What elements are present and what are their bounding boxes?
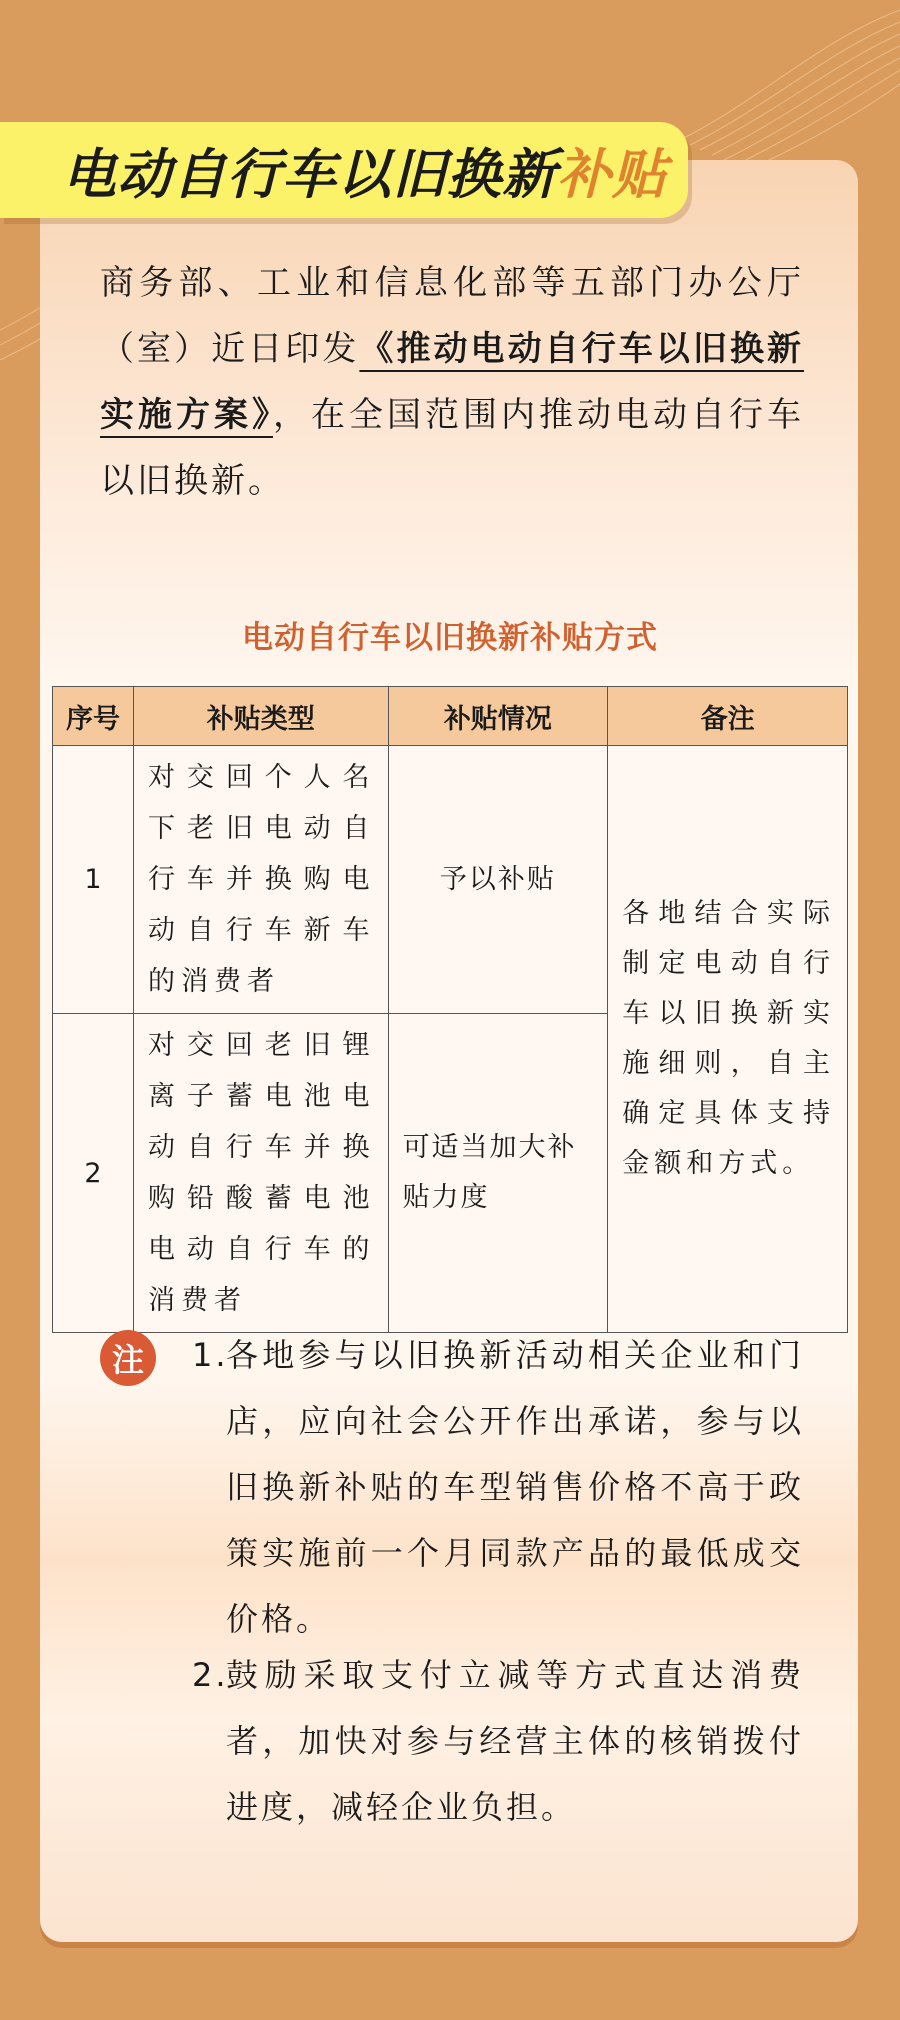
table-header-row <box>53 687 848 746</box>
row-type: 对交回老旧锂离子蓄电池电动自行车并换购铅酸蓄电池电动自行车的消费者 <box>134 1014 389 1333</box>
intro-paragraph <box>100 250 804 514</box>
intro-document-name: 《推动电动自行车以旧换新实施方案》 <box>100 329 805 435</box>
table-row <box>53 746 848 1014</box>
note-badge: 注 <box>100 1330 156 1386</box>
note-item <box>192 1642 804 1840</box>
intro-text-after: ，在全国范围内推动电动自行车以旧换新。 <box>100 395 804 501</box>
header-no: 序号 <box>53 687 134 746</box>
title-banner <box>0 122 688 218</box>
row-type: 对交回个人名下老旧电动自行车并换购电动自行车新车的消费者 <box>134 746 389 1014</box>
page-title <box>62 132 667 209</box>
note-number: 2. <box>192 1656 229 1694</box>
header-note: 备注 <box>608 687 848 746</box>
row-no: 2 <box>53 1014 134 1333</box>
title-main: 电动自行车以旧换新 <box>62 142 557 206</box>
note-text: 各地参与以旧换新活动相关企业和门店，应向社会公开作出承诺，参与以旧换新补贴的车型销售价格不高于政策实施前一个月同款产品的最低成交价格。 <box>226 1336 804 1638</box>
row-situation: 予以补贴 <box>388 746 608 1014</box>
row-situation: 可适当加大补贴力度 <box>388 1014 608 1333</box>
row-no: 1 <box>53 746 134 1014</box>
note-text: 鼓励采取支付立减等方式直达消费者，加快对参与经营主体的核销拨付进度，减轻企业负担。 <box>226 1656 804 1826</box>
note-number: 1. <box>192 1336 229 1374</box>
table-title: 电动自行车以旧换新补贴方式 <box>242 620 658 656</box>
header-type: 补贴类型 <box>134 687 389 746</box>
row-note: 各地结合实际制定电动自行车以旧换新实施细则，自主确定具体支持金额和方式。 <box>608 746 848 1333</box>
note-item <box>192 1322 804 1652</box>
intro-text-before: 商务部、工业和信息化部等五部门办公厅（室）近日印发 <box>100 263 804 369</box>
subsidy-table <box>52 686 848 1333</box>
title-highlight: 补贴 <box>557 142 667 206</box>
header-situation: 补贴情况 <box>388 687 608 746</box>
